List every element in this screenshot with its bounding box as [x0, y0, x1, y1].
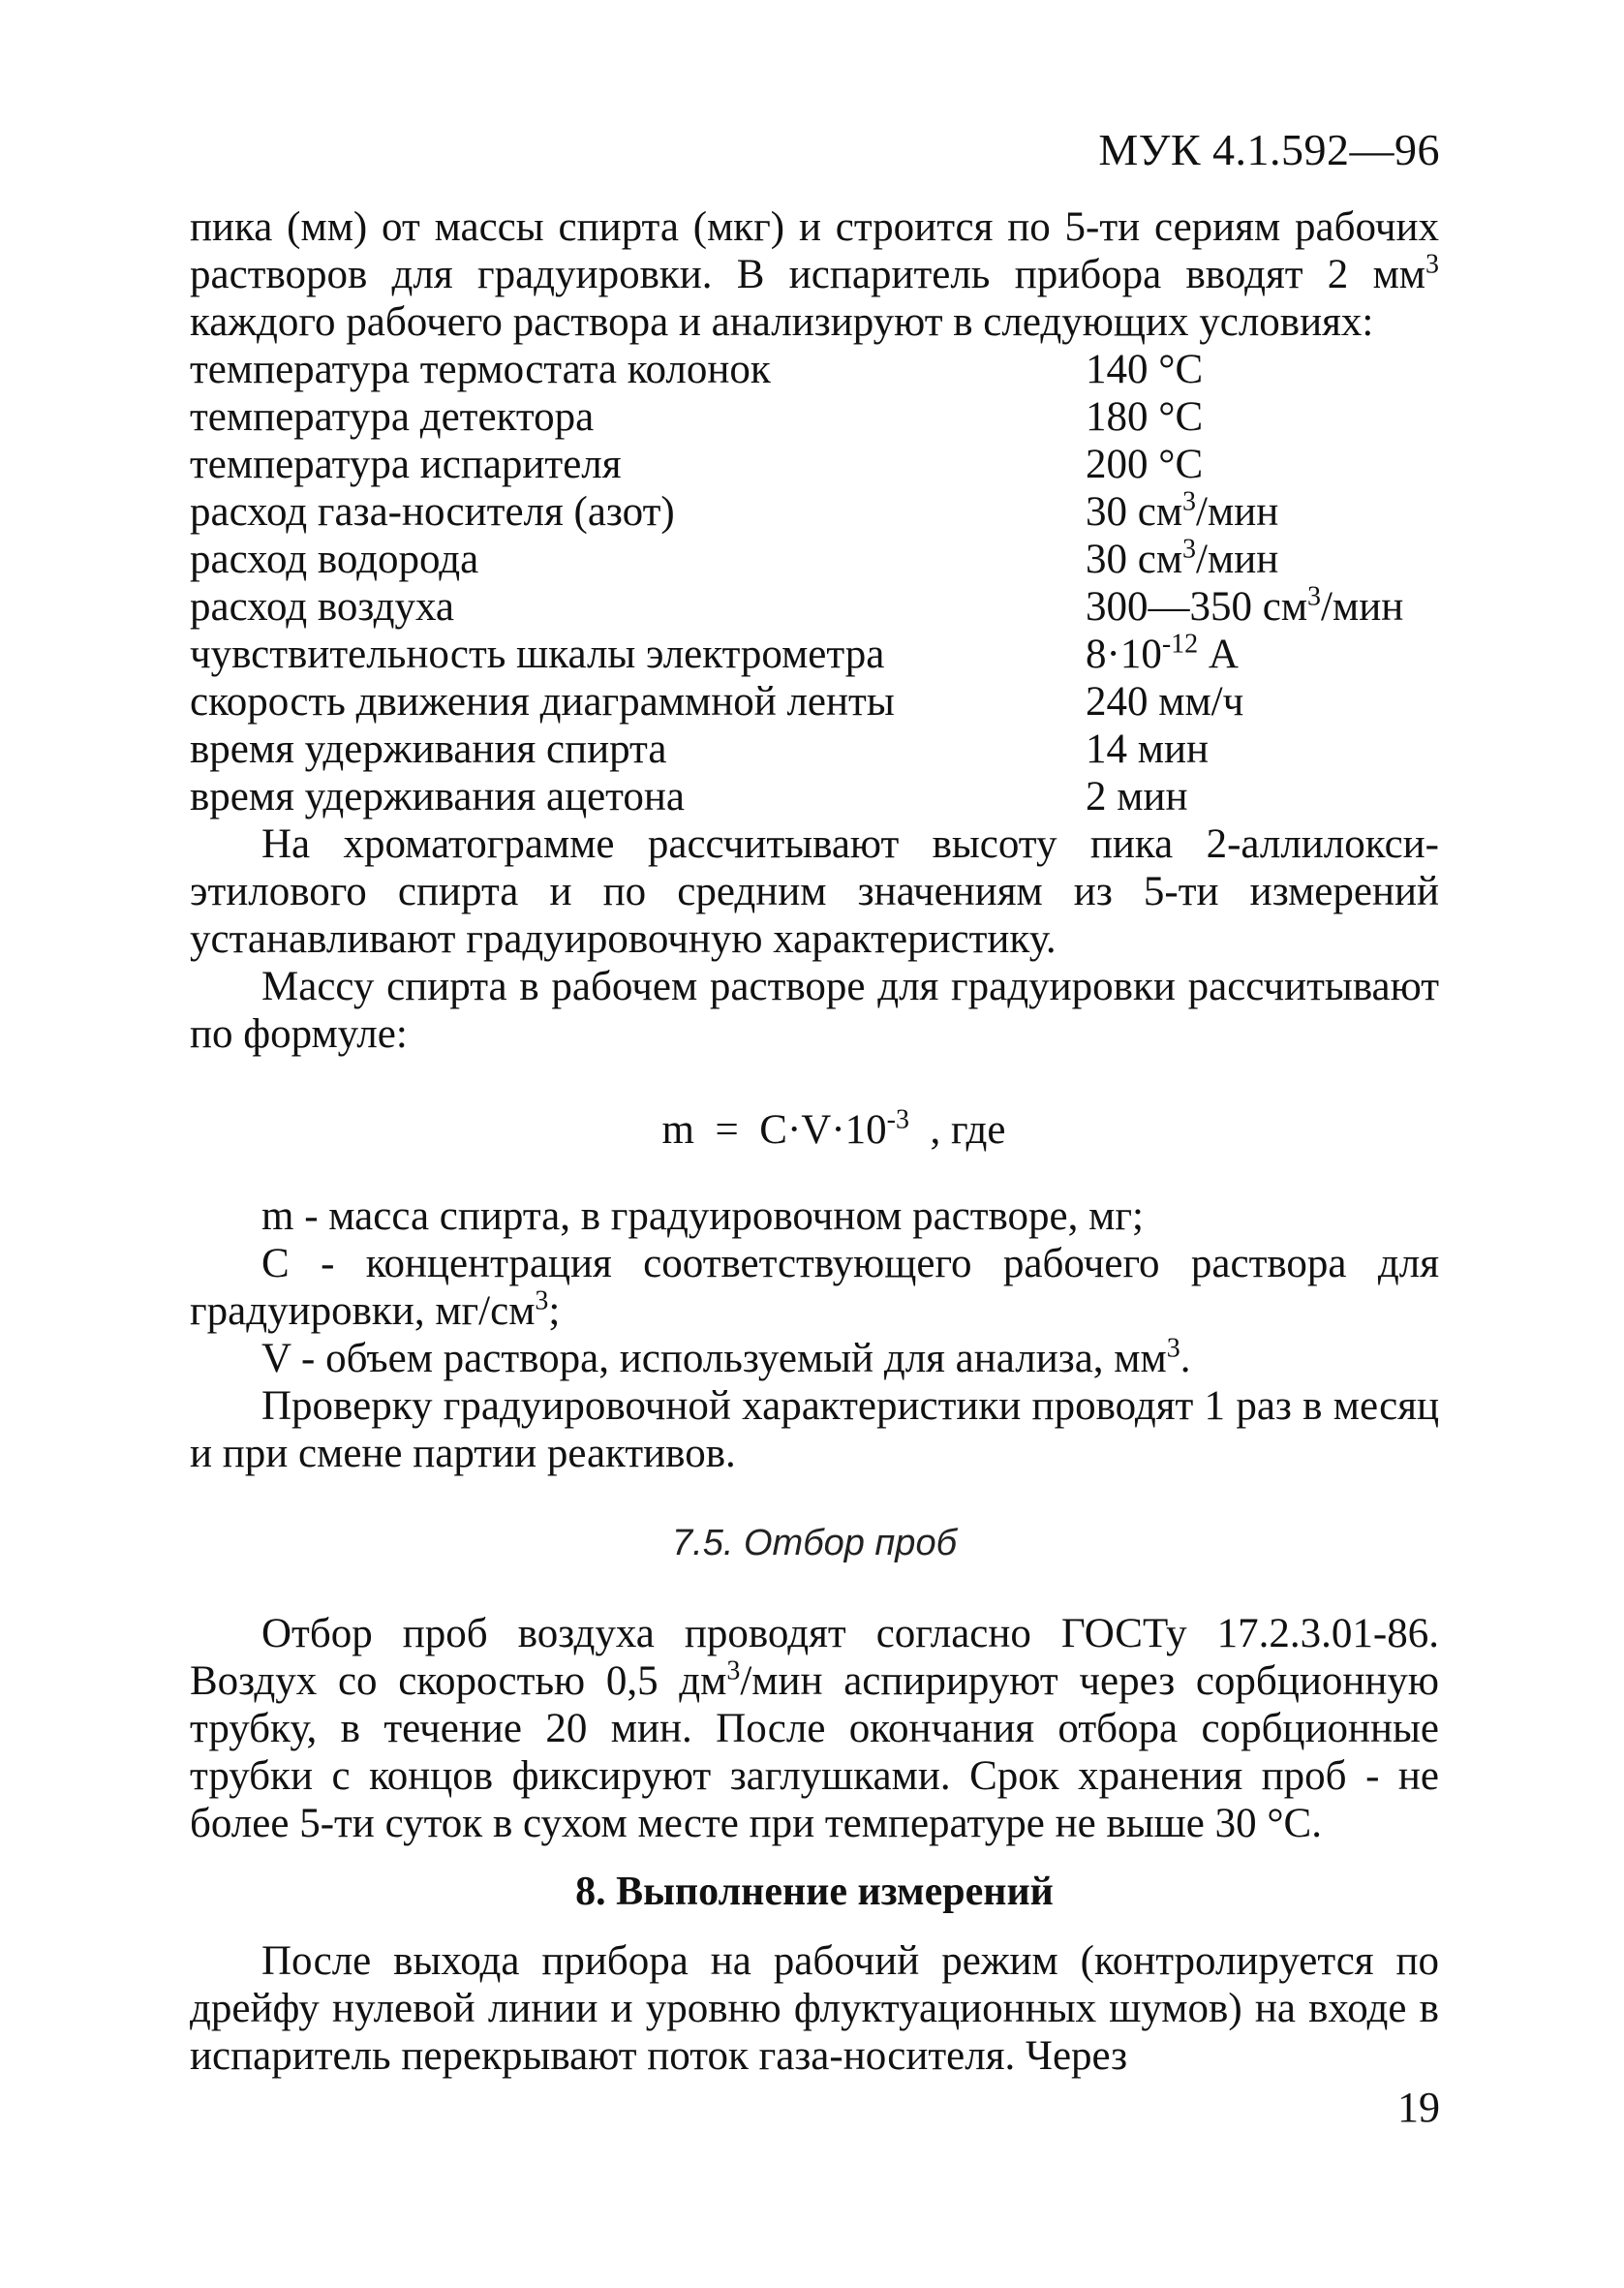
condition-row: [190, 536, 1439, 583]
definition-v: V - объем раствора, используемый для анализа, $мм^3$.: [261, 1333, 1191, 1381]
intro-line-3-end: каждого рабочего раствора и анализируют в: [190, 299, 973, 345]
formula-lhs: m: [661, 1107, 694, 1153]
formula-exponent: -3: [886, 1104, 909, 1135]
section-8-text: После выхода прибора на рабочий режим (контролируется по дрейфу нулевой линии и уровню флуктуационных шумов) на входе в испаритель перекрывают поток газа-носителя. Через: [190, 1938, 1439, 2079]
condition-row: [190, 726, 1439, 773]
condition-label: время удерживания спирта: [190, 727, 667, 772]
condition-value: 300—350 $см^3$/мин: [1086, 581, 1404, 630]
condition-row: [190, 393, 1439, 441]
condition-value: 30 $см^3$/мин: [1086, 486, 1279, 535]
condition-value: 140 °С: [1086, 347, 1204, 392]
check-paragraph: Проверку градуировочной характеристики проводят 1 раз в месяц и при смене партии реактивов.: [190, 1383, 1439, 1476]
condition-value: 180 °С: [1086, 394, 1204, 440]
formula-equals: =: [715, 1107, 739, 1153]
condition-label: расход газа-носителя (азот): [190, 489, 675, 535]
condition-value: 14 мин: [1086, 727, 1209, 772]
conditions-table: [190, 346, 1439, 820]
intro-line-3-start: вводят 2 мм: [1185, 252, 1426, 297]
condition-value: 30 $см^3$/мин: [1086, 534, 1279, 582]
section-8-title: 8. Выполнение измерений: [575, 1870, 1054, 1914]
intro-paragraph: [190, 203, 1439, 346]
condition-label: температура термостата колонок: [190, 347, 771, 392]
condition-row: [190, 488, 1439, 536]
condition-value: 240 мм/ч: [1086, 679, 1244, 725]
page-number: 19: [1397, 2084, 1440, 2131]
intro-line-1: пика (мм) от массы спирта (мкг) и строится по 5-ти сериям: [190, 204, 1281, 250]
condition-value: 200 °С: [1086, 442, 1204, 487]
condition-value: $8\cdot 10^{-12}$ А: [1086, 629, 1239, 677]
condition-value: 2 мин: [1086, 774, 1188, 819]
section-7-5-text: Отбор проб воздуха проводят согласно ГОСТу 17.2.3.01-86. Воздух со скоростью 0,5 $дм^3$/мин аспирируют через сорбционную трубку, в течение 20 мин. После окончания отбора сорбционные трубки с концов фиксируют заглушками. Срок хранения проб - не более 5-ти суток в сухом месте при температуре не выше 30 °С.: [190, 1611, 1439, 1846]
condition-label: температура детектора: [190, 394, 595, 440]
condition-label: время удерживания ацетона: [190, 774, 685, 819]
definition-m: m - масса спирта, в градуировочном растворе, мг;: [261, 1193, 1144, 1239]
intro-line-3-sup: 3: [1425, 249, 1440, 280]
intro-line-4: следующих условиях:: [983, 299, 1374, 345]
condition-label: температура испарителя: [190, 442, 622, 487]
section-7-5-title: 7.5. Отбор проб: [672, 1523, 957, 1563]
condition-label: скорость движения диаграммной ленты: [190, 679, 895, 725]
mass-formula: [190, 1106, 1439, 1154]
formula-rhs: C·V·10: [759, 1107, 887, 1153]
condition-row: [190, 631, 1439, 678]
condition-row: [190, 583, 1439, 631]
definition-c: С - концентрация соответствующего рабочего раствора для градуировки, $мг/см^3$;: [190, 1241, 1439, 1334]
condition-row: [190, 678, 1439, 726]
condition-label: чувствительность шкалы электрометра: [190, 632, 885, 677]
chromatogram-paragraph: На хроматограмме рассчитывают высоту пика 2-аллилокси-этилового спирта и по средним значениям из 5-ти измерений устанавливают градуировочную характеристику.: [190, 821, 1439, 962]
condition-row: [190, 773, 1439, 820]
condition-row: [190, 441, 1439, 488]
mass-formula-intro: Массу спирта в рабочем растворе для градуировки рассчитывают по формуле:: [190, 964, 1439, 1057]
page-body: [190, 203, 1439, 2080]
condition-row: [190, 346, 1439, 393]
intro-line-2: рабочих растворов для градуировки. В испаритель прибора: [190, 204, 1439, 297]
formula-suffix: , где: [930, 1107, 1006, 1153]
condition-label: расход водорода: [190, 537, 479, 582]
condition-label: расход воздуха: [190, 584, 454, 630]
document-code-header: МУК 4.1.592—96: [1098, 125, 1440, 174]
